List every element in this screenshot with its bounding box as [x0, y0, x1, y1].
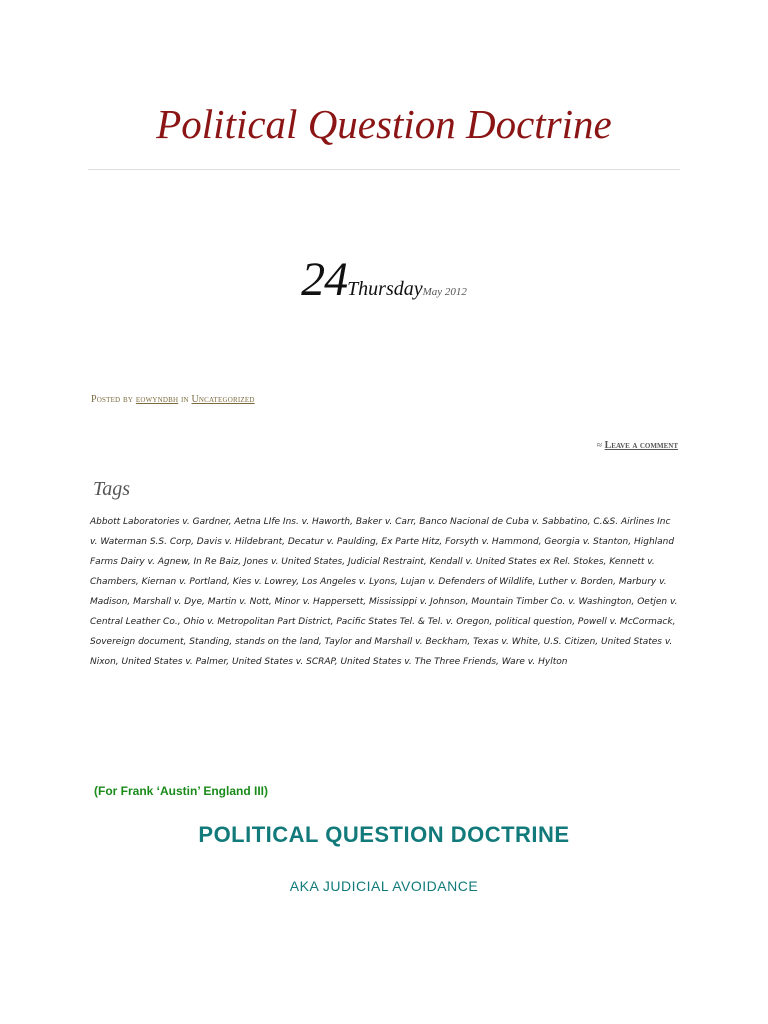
tag-link[interactable]: Judicial Restraint: [347, 557, 424, 567]
tag-separator: ,: [238, 557, 245, 567]
tag-separator: ,: [115, 657, 122, 667]
tag-link[interactable]: Mountain Timber Co. v. Washington: [471, 597, 632, 607]
tag-separator: ,: [282, 537, 288, 547]
post-date: [0, 252, 768, 307]
tag-separator: ,: [439, 537, 446, 547]
tag-link[interactable]: United States v. Palmer: [121, 657, 227, 667]
tag-separator: ,: [229, 637, 236, 647]
tag-separator: ,: [413, 517, 420, 527]
tag-link[interactable]: Marshall v. Dye: [133, 597, 202, 607]
tag-separator: ,: [191, 537, 197, 547]
tag-separator: ,: [268, 597, 275, 607]
tag-separator: ,: [465, 597, 472, 607]
document-subheading: AKA JUDICIAL AVOIDANCE: [289, 878, 479, 894]
tag-separator: ,: [572, 617, 578, 627]
tag-separator: ,: [228, 517, 235, 527]
tag-link[interactable]: Ex Parte Hitz: [381, 537, 440, 547]
tag-separator: ,: [631, 597, 638, 607]
dedication: (For Frank ‘Austin’ England III): [94, 784, 269, 798]
tag-link[interactable]: Aetna LIfe Ins. v. Haworth: [234, 517, 351, 527]
date-month-year: May 2012: [422, 286, 467, 298]
tag-separator: ,: [537, 637, 544, 647]
tag-separator: ,: [202, 597, 208, 607]
tag-separator: ,: [672, 617, 676, 627]
tag-link[interactable]: Highland Farms Dairy v. Agnew: [90, 537, 675, 567]
tag-link[interactable]: Kennett v. Chambers: [90, 557, 655, 587]
tag-link[interactable]: Kies v. Lowrey: [232, 577, 297, 587]
comment-icon: ≈: [596, 440, 603, 451]
tag-link[interactable]: In Re Baiz: [193, 557, 239, 567]
tag-separator: ,: [538, 537, 545, 547]
tag-separator: ,: [334, 657, 341, 667]
posted-by-label: Posted by: [91, 394, 134, 405]
tag-link[interactable]: United States v. SCRAP: [232, 657, 335, 667]
tag-link[interactable]: stands on the land: [235, 637, 319, 647]
tag-separator: ,: [363, 597, 369, 607]
tag-separator: ,: [226, 657, 232, 667]
tag-link[interactable]: Banco Nacional de Cuba v. Sabbatino: [419, 517, 588, 527]
leave-comment-link[interactable]: Leave a comment: [604, 440, 678, 451]
tag-link[interactable]: political question: [495, 617, 573, 627]
tag-separator: ,: [183, 637, 190, 647]
tag-separator: ,: [187, 557, 194, 567]
tag-link[interactable]: Sovereign document: [90, 637, 184, 647]
tag-link[interactable]: Lujan v. Defenders of Wildlife: [400, 577, 533, 587]
tag-link[interactable]: U.S. Citizen: [543, 637, 596, 647]
tag-link[interactable]: Standing: [189, 637, 230, 647]
tag-link[interactable]: Marbury v. Madison: [90, 577, 667, 607]
category-link[interactable]: Uncategorized: [191, 394, 255, 405]
date-day: 24: [301, 253, 348, 306]
tag-link[interactable]: Mississippi v. Johnson: [368, 597, 466, 607]
tag-separator: ,: [532, 577, 539, 587]
tag-separator: ,: [613, 577, 619, 587]
tags-heading: Tags: [93, 478, 131, 500]
tag-separator: ,: [467, 637, 474, 647]
leave-comment: [597, 440, 678, 451]
tag-separator: ,: [177, 617, 184, 627]
document-heading: POLITICAL QUESTION DOCTRINE: [198, 822, 570, 847]
tag-link[interactable]: Ware v. Hylton: [501, 657, 568, 667]
author-link[interactable]: eowyndbh: [135, 394, 179, 405]
tag-separator: ,: [603, 557, 610, 567]
tag-separator: ,: [587, 517, 594, 527]
tag-separator: ,: [127, 597, 134, 607]
tag-link[interactable]: Baker v. Carr: [355, 517, 414, 527]
tag-separator: ,: [135, 577, 142, 587]
tag-link[interactable]: Davis v. Hildebrant: [196, 537, 283, 547]
tag-link[interactable]: United States v. The Three Friends: [340, 657, 497, 667]
tag-separator: ,: [330, 617, 337, 627]
tag-link[interactable]: Oetjen v. Central Leather Co.: [90, 597, 678, 627]
tag-separator: ,: [423, 557, 430, 567]
tag-separator: ,: [375, 537, 382, 547]
post-title: Political Question Doctrine: [156, 101, 612, 147]
tag-link[interactable]: Forsyth v. Hammond: [445, 537, 539, 547]
tag-separator: ,: [628, 537, 634, 547]
tag-separator: ,: [496, 657, 502, 667]
tag-link[interactable]: Powell v. McCormack: [577, 617, 673, 627]
tag-link[interactable]: Ohio v. Metropolitan Part District: [183, 617, 331, 627]
title-divider: [88, 169, 680, 170]
tag-link[interactable]: Kendall v. United States ex Rel. Stokes: [429, 557, 604, 567]
tag-separator: ,: [318, 637, 325, 647]
tag-separator: ,: [395, 577, 401, 587]
tag-separator: ,: [489, 617, 496, 627]
tag-separator: ,: [595, 637, 602, 647]
tag-link[interactable]: C.&S. Airlines Inc v. Waterman S.S. Corp: [90, 517, 671, 547]
tag-separator: ,: [342, 557, 348, 567]
tag-link[interactable]: Kiernan v. Portland: [141, 577, 227, 587]
tag-link[interactable]: Los Angeles v. Lyons: [302, 577, 396, 587]
tag-separator: ,: [296, 577, 303, 587]
in-label: in: [181, 394, 189, 405]
tags-list: [90, 512, 680, 672]
tag-link[interactable]: Pacific States Tel. & Tel. v. Oregon: [336, 617, 490, 627]
post-meta: [91, 394, 255, 405]
tag-link[interactable]: Luther v. Borden: [538, 577, 614, 587]
date-weekday: Thursday: [347, 278, 423, 300]
tag-link[interactable]: Abbott Laboratories v. Gardner: [90, 517, 229, 527]
tag-link[interactable]: United States v. Nixon: [90, 637, 673, 667]
tag-link[interactable]: Minor v. Happersett: [274, 597, 364, 607]
tag-separator: ,: [350, 517, 356, 527]
tag-link[interactable]: Martin v. Nott: [207, 597, 269, 607]
tag-separator: ,: [227, 577, 233, 587]
tag-link[interactable]: Jones v. United States: [244, 557, 343, 567]
tag-link[interactable]: Texas v. White: [473, 637, 538, 647]
tag-link[interactable]: Decatur v. Paulding: [287, 537, 376, 547]
tag-link[interactable]: Georgia v. Stanton: [544, 537, 629, 547]
tag-link[interactable]: Taylor and Marshall v. Beckham: [324, 637, 468, 647]
